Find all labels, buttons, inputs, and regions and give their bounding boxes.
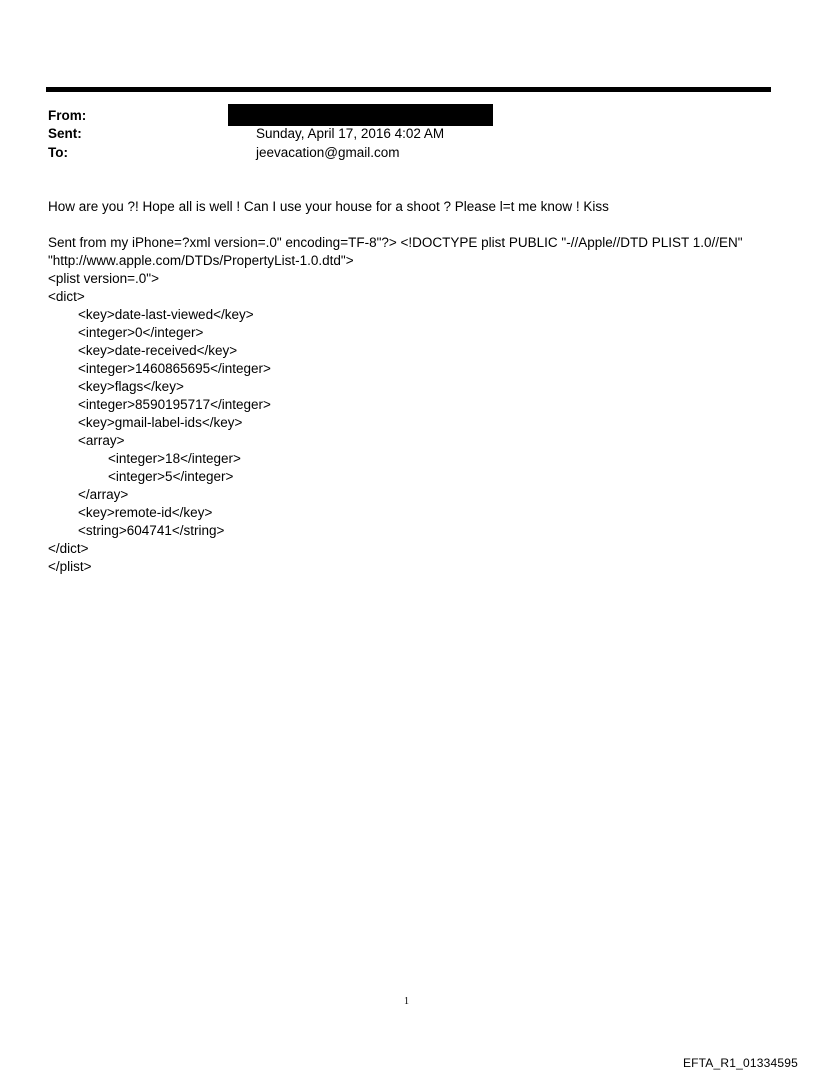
to-value: jeevacation@gmail.com — [256, 145, 400, 160]
body-line: <key>date-received</key> — [48, 343, 238, 358]
redaction-block — [228, 104, 493, 126]
body-line: <dict> — [48, 289, 85, 304]
body-line: <array> — [48, 433, 125, 448]
body-line: </array> — [48, 487, 129, 502]
body-line: <integer>5</integer> — [48, 469, 234, 484]
body-line: <key>date-last-viewed</key> — [48, 307, 254, 322]
body-line: <string>604741</string> — [48, 523, 225, 538]
body-line: </dict> — [48, 541, 89, 556]
sent-value: Sunday, April 17, 2016 4:02 AM — [256, 126, 445, 141]
body-line: Sent from my iPhone=?xml version=.0" encoding=TF-8"?> <!DOCTYPE plist PUBLIC "-//Apple//DTD PLIST 1.0//EN" — [48, 235, 743, 250]
body-line: <key>remote-id</key> — [48, 505, 213, 520]
body-line: <integer>8590195717</integer> — [48, 397, 271, 412]
body-line: <plist version=.0"> — [48, 271, 159, 286]
sent-label: Sent: — [48, 126, 82, 141]
body-line: <integer>1460865695</integer> — [48, 361, 271, 376]
body-line: <integer>18</integer> — [48, 451, 241, 466]
body-line: "http://www.apple.com/DTDs/PropertyList-1.0.dtd"> — [48, 253, 354, 268]
header-divider — [46, 87, 771, 92]
body-line: <key>gmail-label-ids</key> — [48, 415, 243, 430]
bates-number: EFTA_R1_01334595 — [682, 1056, 798, 1070]
from-label: From: — [48, 108, 87, 123]
body-line: </plist> — [48, 559, 92, 574]
message-text: How are you ?! Hope all is well ! Can I use your house for a shoot ? Please l=t me know ! Kiss — [48, 199, 609, 214]
body-line: <integer>0</integer> — [48, 325, 204, 340]
page-number: 1 — [404, 996, 409, 1007]
body-line: <key>flags</key> — [48, 379, 184, 394]
to-label: To: — [48, 145, 68, 160]
